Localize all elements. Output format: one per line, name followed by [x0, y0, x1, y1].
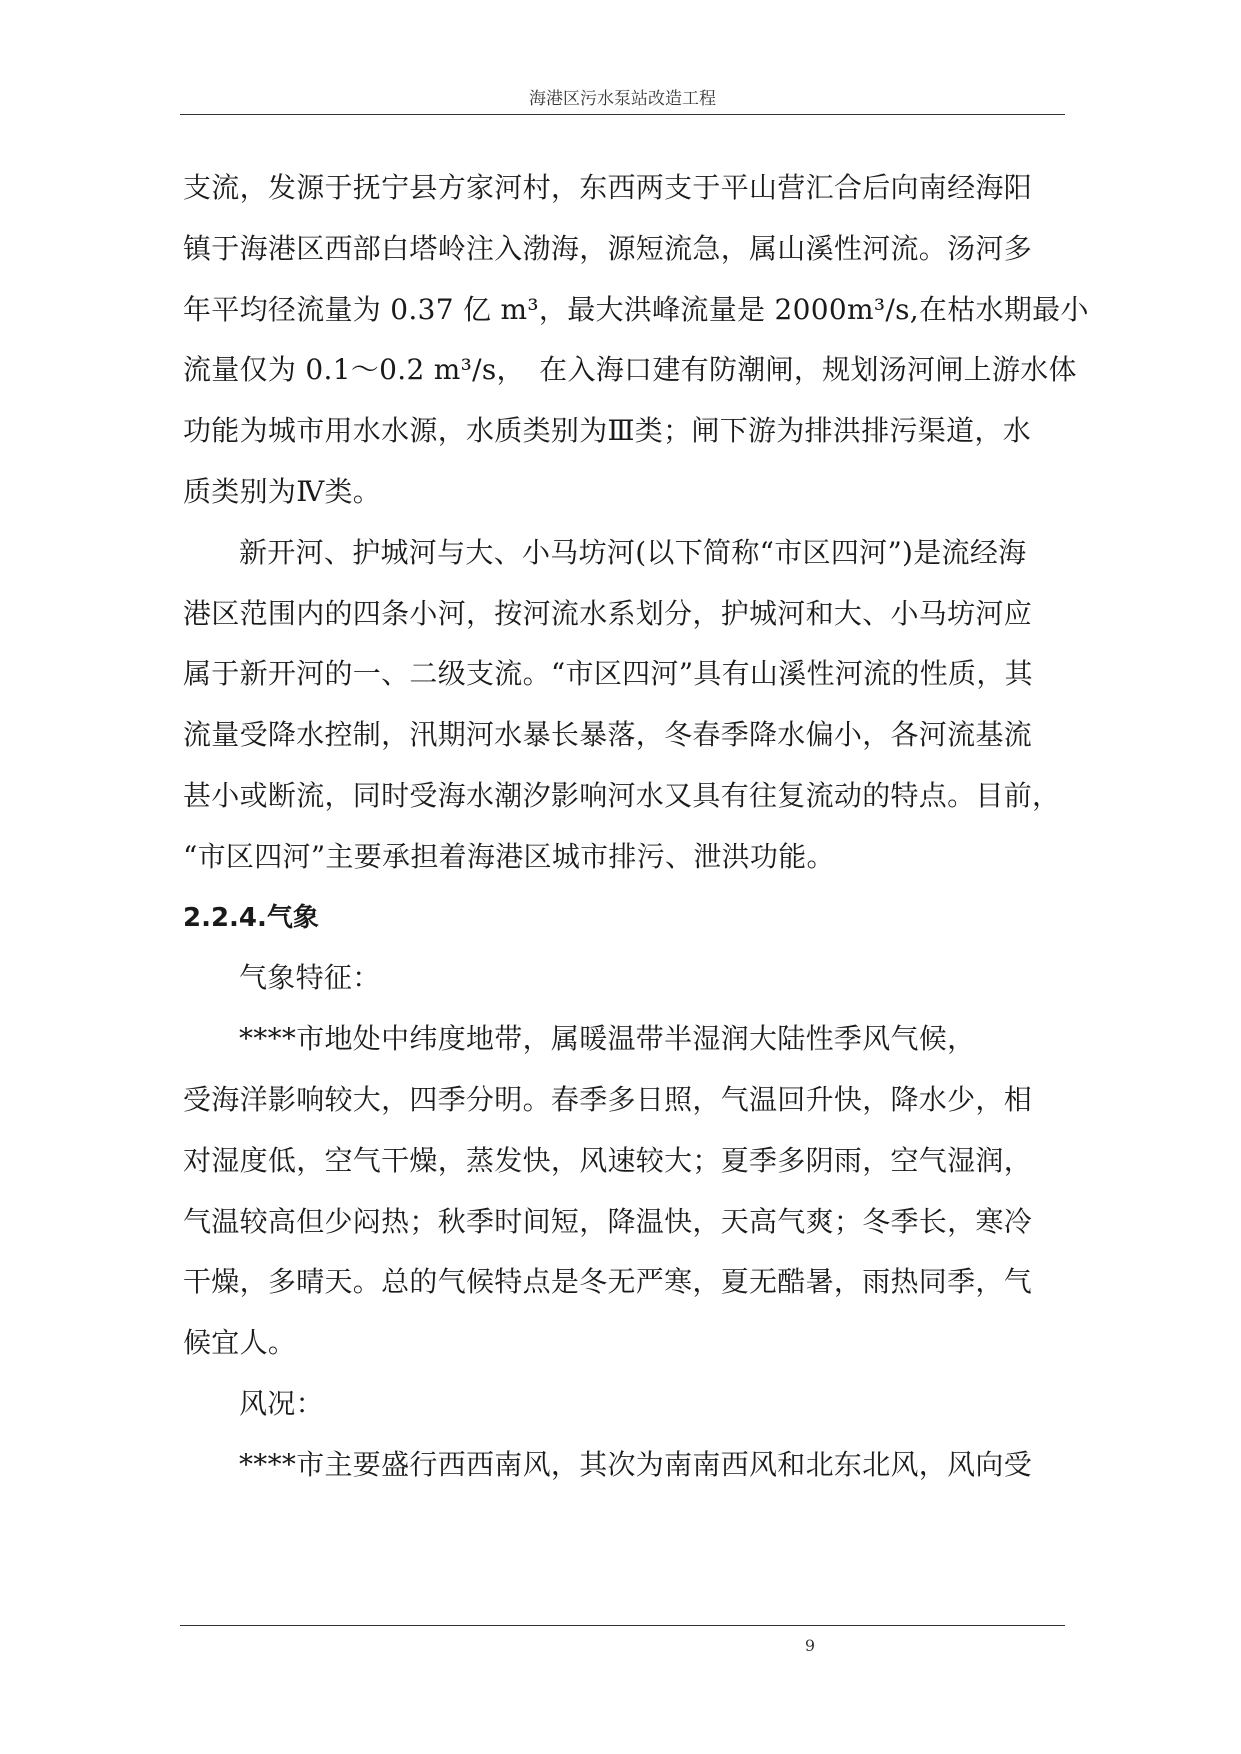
running-header-title: 海港区污水泵站改造工程: [529, 89, 716, 109]
text-line: 对湿度低，空气干燥，蒸发快，风速较大；夏季多阴雨，空气湿润，: [183, 1143, 1033, 1177]
text-line: 支流，发源于抚宁县方家河村，东西两支于平山营汇合后向南经海阳: [183, 171, 1033, 204]
text-line: 候宜人。: [183, 1326, 297, 1360]
text-line: 受海洋影响较大，四季分明。春季多日照，气温回升快，降水少，相: [183, 1082, 1033, 1116]
paragraph-four-rivers: [183, 523, 1068, 888]
text-line: 甚小或断流，同时受海水潮汐影响河水又具有往复流动的特点。目前，: [183, 778, 1061, 812]
text-line: 功能为城市用水水源，水质类别为Ⅲ类；闸下游为排洪排污渠道，水: [183, 414, 1032, 448]
text-line: 气温较高但少闷热；秋季时间短，降温快，天高气爽；冬季长，寒冷: [183, 1204, 1033, 1238]
text-line: 流量仅为 0.1～0.2 m³/s， 在入海口建有防潮闸，规划汤河闸上游水体: [183, 353, 1077, 387]
subheading-climate-features: 气象特征：: [239, 961, 381, 995]
document-body: [183, 158, 1089, 1496]
text-line: ****市地处中纬度地带，属暖温带半湿润大陆性季风气候，: [239, 1022, 976, 1056]
text-line: 质类别为Ⅳ类。: [183, 474, 382, 508]
footer-divider: [180, 1625, 1065, 1626]
text-line: ****市主要盛行西西南风，其次为南南西风和北东北风，风向受: [239, 1447, 1033, 1481]
text-line: 港区范围内的四条小河，按河流水系划分，护城河和大、小马坊河应: [183, 596, 1033, 630]
paragraph-river-tang: [183, 158, 1089, 523]
text-line: 干燥，多晴天。总的气候特点是冬无严寒，夏无酷暑，雨热同季，气: [183, 1265, 1033, 1299]
header-divider: [180, 114, 1065, 115]
text-line: 新开河、护城河与大、小马坊河(以下简称“市区四河”)是流经海: [239, 535, 1027, 569]
text-line: 年平均径流量为 0.37 亿 m³，最大洪峰流量是 2000m³/s,在枯水期最小: [183, 292, 1089, 326]
text-line: 镇于海港区西部白塔岭注入渤海，源短流急，属山溪性河流。汤河多: [183, 231, 1033, 265]
paragraph-wind: [183, 1435, 1068, 1496]
paragraph-climate: [183, 1009, 1068, 1374]
page-number: 9: [804, 1636, 816, 1655]
text-line: 属于新开河的一、二级支流。“市区四河”具有山溪性河流的性质，其: [183, 657, 1033, 691]
text-line: “市区四河”主要承担着海港区城市排污、泄洪功能。: [183, 839, 835, 873]
text-line: 流量受降水控制，汛期河水暴长暴落，冬春季降水偏小，各河流基流: [183, 718, 1033, 752]
subheading-wind: 风况：: [239, 1386, 324, 1420]
section-heading: 2.2.4.气象: [183, 902, 319, 933]
